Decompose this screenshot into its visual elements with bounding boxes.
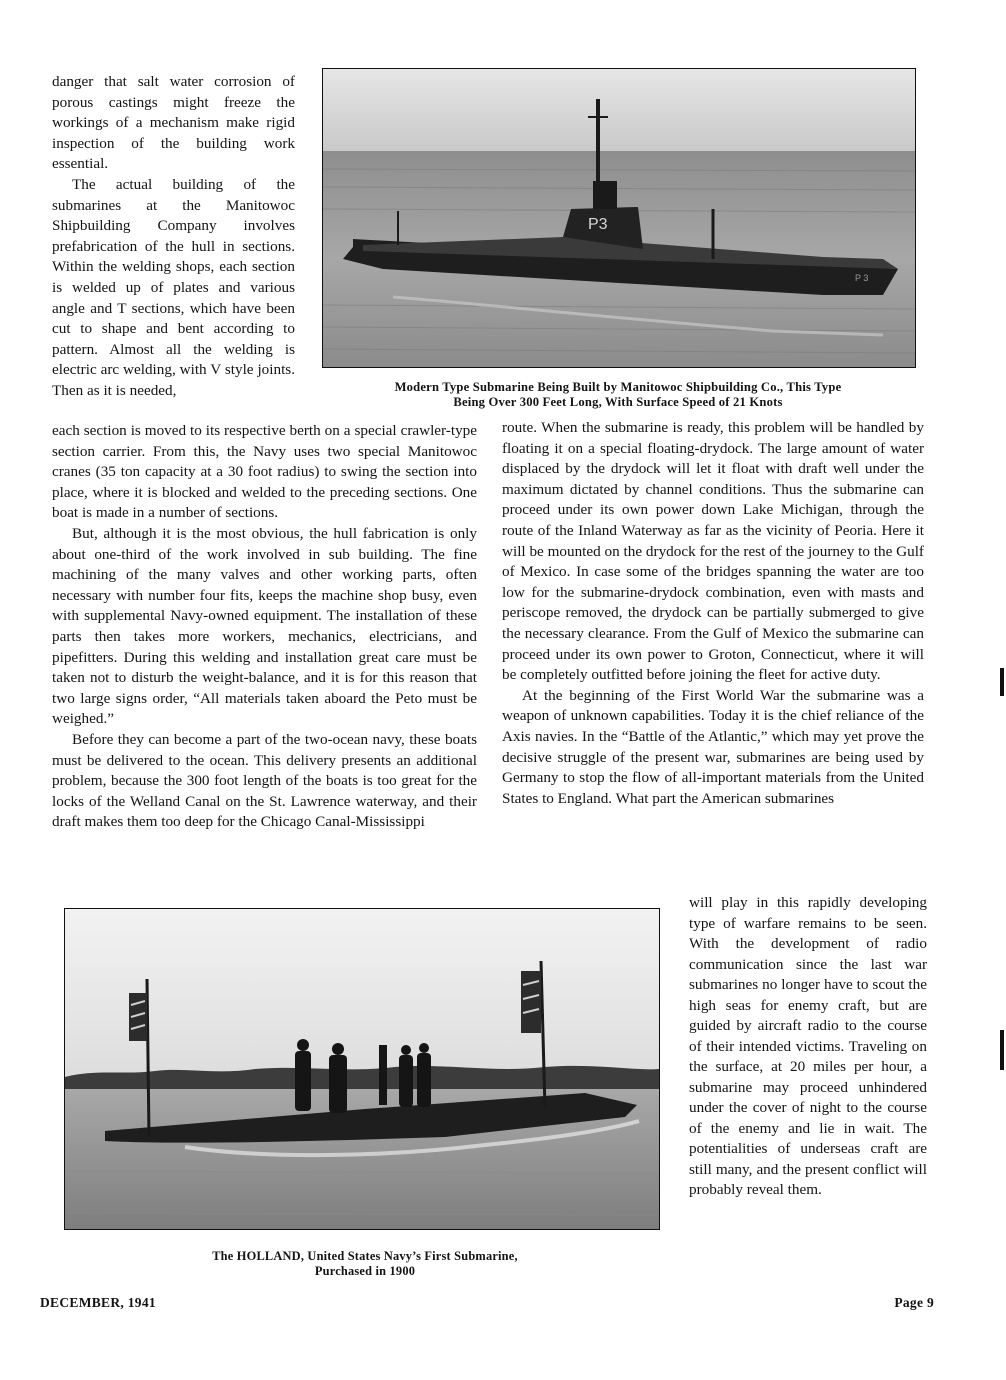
paragraph: Before they can become a part of the two-ocean navy, these boats must be delivered to the ocean. This delivery presents an additional problem, because the 300 foot length of the boats is too great for the locks of the Welland Canal on the St. Lawrence waterway, and their draft makes them too deep for the Chicago Canal-Mississippi [52,730,477,831]
holland-submarine-illustration [65,909,659,1229]
caption-line: Purchased in 1900 [314,1263,416,1278]
caption-line: Being Over 300 Feet Long, With Surface Speed of 21 Knots [453,395,783,409]
photo-holland-submarine [64,908,660,1230]
photo-modern-submarine [322,68,916,368]
hull-marking: P3 [588,216,608,233]
column-top-left [52,72,295,402]
caption-line: Modern Type Submarine Being Built by Manitowoc Shipbuilding Co., This Type [394,380,842,394]
paragraph: danger that salt water corrosion of porous castings might freeze the workings of a mechanism make rigid inspection of the building work essential. [52,73,295,173]
stern-marking: P 3 [855,273,869,283]
caption-modern-submarine [330,380,906,410]
scan-edge-mark [1000,668,1004,696]
paragraph: The actual building of the submarines at the Manitowoc Shipbuilding Company involves prefabrication of the hull in sections. Within the welding shops, each section is welded up of plates and various angle and T sections, which have been cut to shape and bent according to pattern. Almost all the welding is electric arc welding, with V style joints. Then as it is needed, [52,175,295,399]
column-bottom-right [689,893,927,1201]
paragraph: will play in this rapidly developing type of warfare remains to be seen. With the development of radio communication since the last war submarines no longer have to scout the high seas for enemy craft, but are guided by aircraft radio to the course of their intended victims. Traveling on the surface, at 20 miles per hour, a submarine may proceed unhindered under the cover of night to the course of the enemy and lie in wait. The potentialities of underseas craft are still many, and the present conflict will probably reveal them. [689,894,927,1198]
paragraph: route. When the submarine is ready, this problem will be handled by floating it on a special floating-drydock. The large amount of water displaced by the drydock will let it float with draft well under the maximum dictated by channel conditions. Thus the submarine can proceed under its own power down Lake Michigan, through the route of the Inland Waterway as far as the vicinity of Peoria. Here it will be mounted on the drydock for the rest of the journey to the Gulf of Mexico. In case some of the bridges spanning the water are too low for the submarine-drydock combination, even with masts and periscope removed, the drydock can be partially submerged to give the necessary clearance. From the Gulf of Mexico the submarine can proceed under its own power to Groton, Connecticut, where it will be completely outfitted before joining the fleet for active duty. [502,419,924,684]
paragraph: each section is moved to its respective berth on a special crawler-type section carrier. From this, the Navy uses two special Manitowoc cranes (35 ton capacity at a 30 foot radius) to swing the section into place, where it is blocked and welded to the preceding sections. One boat is made in a number of sections. [52,422,477,522]
issue-date: DECEMBER, 1941 [40,1295,156,1310]
caption-line: The HOLLAND, United States Navy’s First Submarine, [212,1249,518,1263]
column-left [52,421,477,833]
column-right [502,418,924,809]
caption-holland-submarine [150,1249,580,1278]
paragraph: But, although it is the most obvious, the hull fabrication is only about one-third of the work involved in sub building. The fine machining of the many valves and other working parts, often necessary with number four fits, keeps the machine shop busy, even with supplemental Navy-owned equipment. The installation of these parts then takes more workers, mechanics, electricians, and pipefitters. During this welding and installation great care must be taken not to disturb the weight-balance, and it is for this reason that two large signs order, “All materials taken aboard the Peto must be weighed.” [52,524,477,728]
paragraph: At the beginning of the First World War the submarine was a weapon of unknown capabilities. Today it is the chief reliance of the Axis navies. In the “Battle of the Atlantic,” which may yet prove the decisive struggle of the present war, submarines are being used by Germany to stop the flow of all-important materials from the United States to England. What part the American submarines [502,686,924,807]
scan-edge-mark [1000,1030,1004,1070]
page-number: Page 9 [894,1295,934,1310]
submarine-p3-illustration [323,69,915,367]
